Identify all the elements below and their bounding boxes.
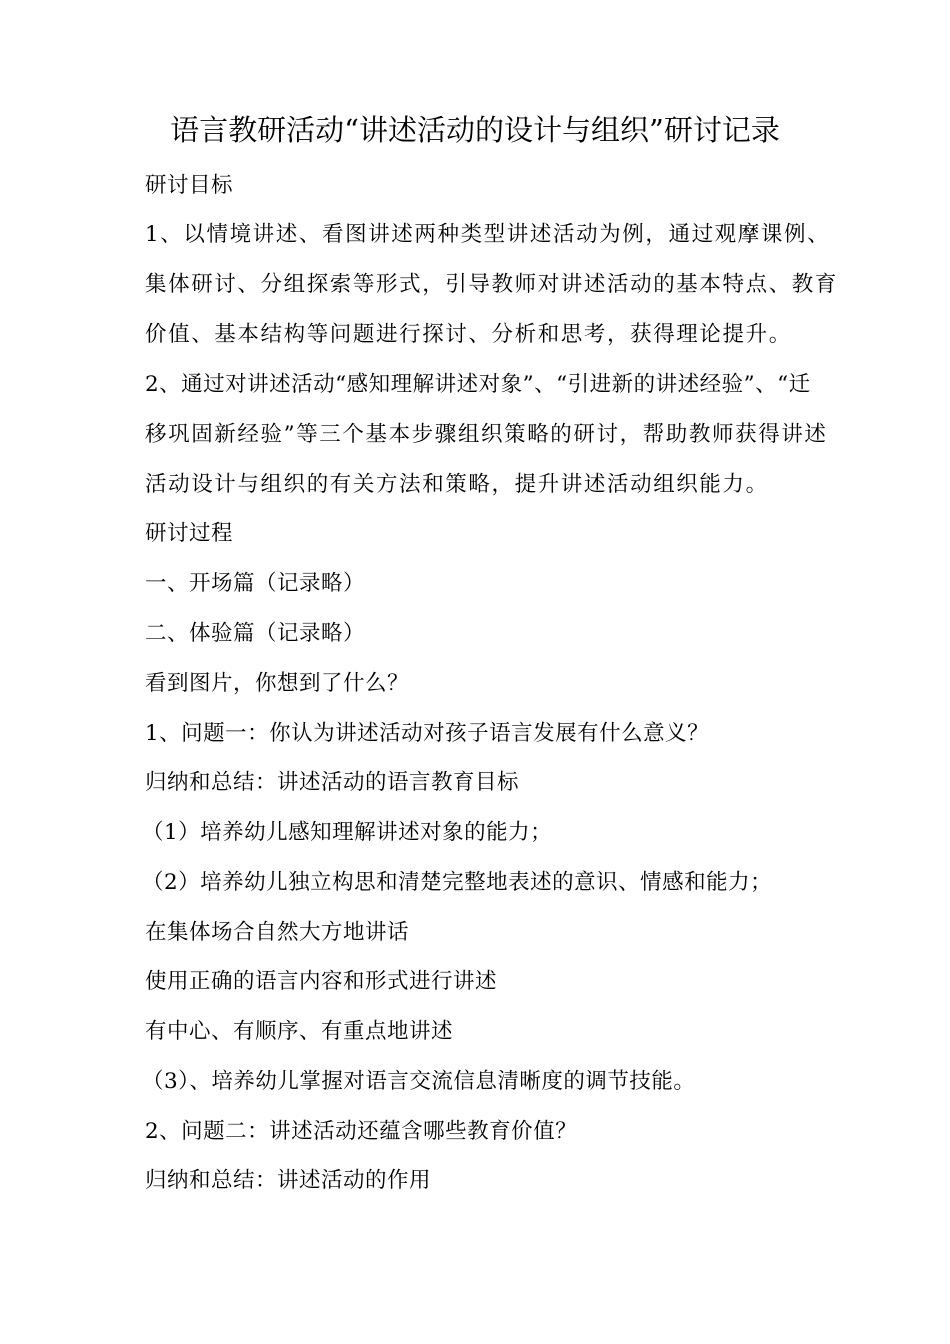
paragraph-line: 有中心、有顺序、有重点地讲述	[145, 1019, 454, 1044]
paragraph-line: 归纳和总结：讲述活动的语言教育目标	[145, 770, 520, 795]
paragraph-line: 2、通过对讲述活动“感知理解讲述对象”、“引进新的讲述经验”、“迁	[145, 372, 811, 397]
paragraph-line: 二、体验篇（记录略）	[145, 621, 366, 646]
paragraph-line: 看到图片，你想到了什么？	[145, 671, 410, 696]
paragraph-line: （2）培养幼儿独立构思和清楚完整地表述的意识、情感和能力；	[142, 870, 773, 895]
paragraph-line: （1）培养幼儿感知理解讲述对象的能力；	[142, 820, 553, 845]
paragraph-line: 1、问题一：你认为讲述活动对孩子语言发展有什么意义？	[145, 721, 710, 746]
paragraph-line: 2、问题二：讲述活动还蕴含哪些教育价值？	[145, 1119, 578, 1144]
section-heading-process: 研讨过程	[145, 521, 234, 546]
paragraph-line: 在集体场合自然大方地讲话	[145, 920, 410, 945]
paragraph-line: 1、以情境讲述、看图讲述两种类型讲述活动为例，通过观摩课例、	[145, 222, 831, 247]
document-title: 语言教研活动“讲述活动的设计与组织”研讨记录	[170, 113, 780, 147]
paragraph-line: 一、开场篇（记录略）	[145, 571, 366, 596]
section-heading-goals: 研讨目标	[145, 173, 234, 198]
paragraph-line: 集体研讨、分组探索等形式，引导教师对讲述活动的基本特点、教育	[145, 272, 839, 297]
paragraph-line: 价值、基本结构等问题进行探讨、分析和思考，获得理论提升。	[145, 322, 792, 347]
paragraph-line: 移巩固新经验”等三个基本步骤组织策略的研讨，帮助教师获得讲述	[145, 422, 828, 447]
paragraph-line: 使用正确的语言内容和形式进行讲述	[145, 969, 498, 994]
paragraph-line: 归纳和总结：讲述活动的作用	[145, 1168, 432, 1193]
paragraph-line: 活动设计与组织的有关方法和策略，提升讲述活动组织能力。	[145, 472, 769, 497]
paragraph-line: （3）、培养幼儿掌握对语言交流信息清晰度的调节技能。	[142, 1069, 696, 1094]
